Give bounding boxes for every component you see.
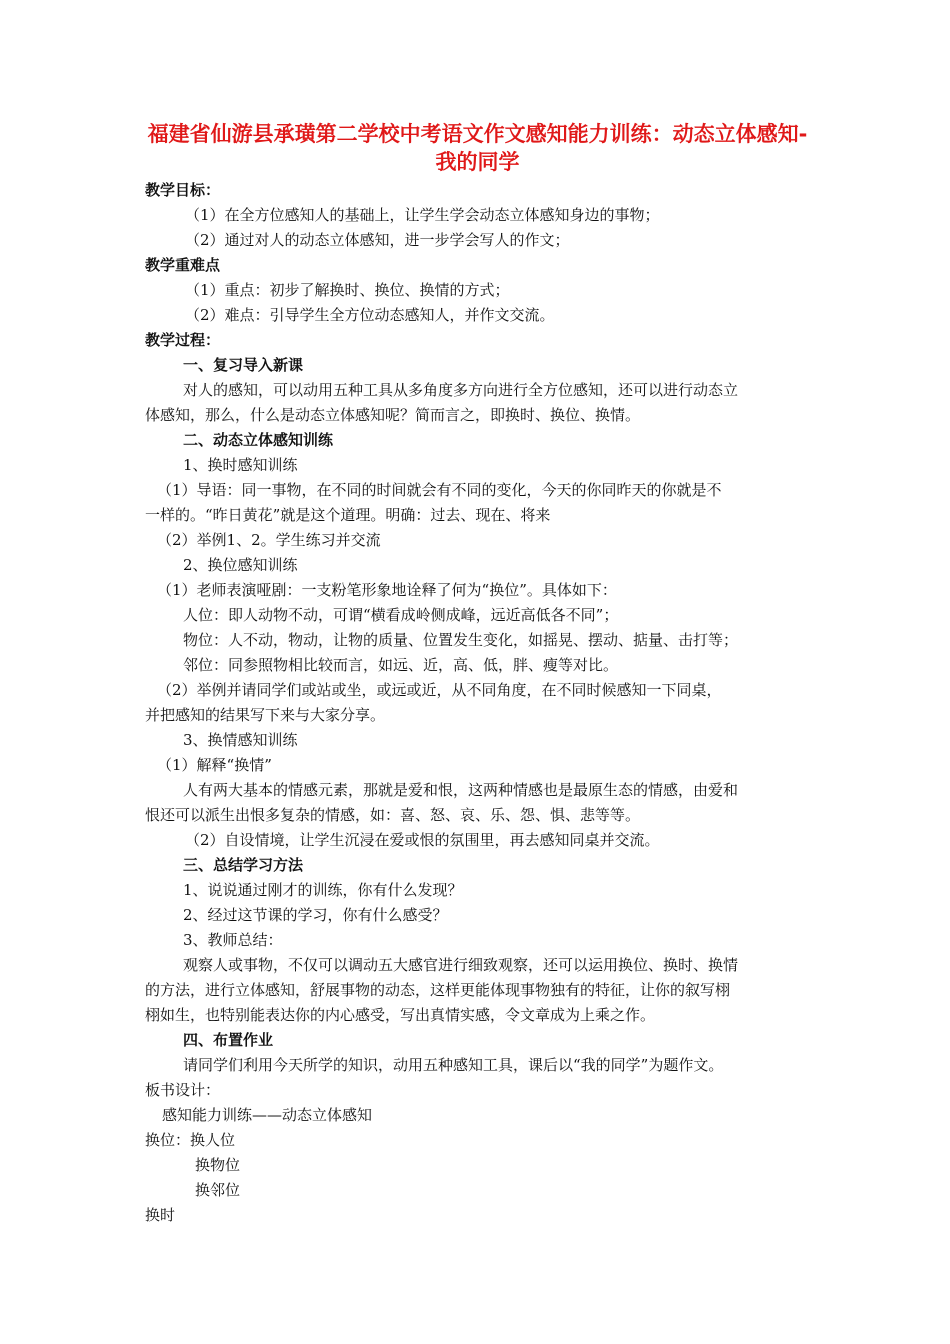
keypoints-heading: 教学重难点: [145, 256, 221, 274]
section-3-para-line-1: 观察人或事物，不仅可以调动五大感官进行细致观察，还可以运用换位、换时、换情: [183, 956, 739, 974]
board-swap-item-2: 换物位: [195, 1156, 241, 1174]
board-swap-label: 换位：换人位: [145, 1131, 236, 1149]
training-1-b: （2）举例1、2。学生练习并交流: [157, 531, 381, 549]
training-2-person: 人位：即人动物不动，可谓“横看成岭侧成峰，远近高低各不同”；: [183, 606, 619, 624]
board-title: 感知能力训练——动态立体感知: [162, 1106, 373, 1124]
section-3-para-line-3: 栩如生，也特别能表达你的内心感受，写出真情实感，令文章成为上乘之作。: [145, 1006, 656, 1024]
objective-item-2: （2）通过对人的动态立体感知，进一步学会写人的作文；: [185, 231, 570, 249]
process-heading: 教学过程：: [145, 331, 221, 349]
section-3-para-line-2: 的方法，进行立体感知，舒展事物的动态，这样更能体现事物独有的特征，让你的叙写栩: [145, 981, 731, 999]
training-3-a: （1）解释“换情”: [157, 756, 272, 774]
training-2-b-line-2: 并把感知的结果写下来与大家分享。: [145, 706, 386, 724]
section-1-para-line-1: 对人的感知，可以动用五种工具从多角度多方向进行全方位感知，还可以进行动态立: [183, 381, 739, 399]
keypoint-item-2: （2）难点：引导学生全方位动态感知人，并作文交流。: [185, 306, 555, 324]
section-4-para: 请同学们利用今天所学的知识，动用五种感知工具，课后以“我的同学”为题作文。: [183, 1056, 724, 1074]
training-3-para-line-1: 人有两大基本的情感元素，那就是爱和恨，这两种情感也是最原生态的情感，由爱和: [183, 781, 739, 799]
section-3-question-3: 3、教师总结：: [183, 931, 283, 949]
training-2-heading: 2、换位感知训练: [183, 556, 298, 574]
section-3-heading: 三、总结学习方法: [183, 856, 304, 874]
training-1-heading: 1、换时感知训练: [183, 456, 298, 474]
section-3-question-1: 1、说说通过刚才的训练，你有什么发现？: [183, 881, 463, 899]
training-1-a-line-2: 一样的。“昨日黄花”就是这个道理。明确：过去、现在、将来: [145, 506, 551, 524]
training-2-object: 物位：人不动，物动，让物的质量、位置发生变化，如摇晃、摆动、掂量、击打等；: [183, 631, 739, 649]
training-3-b: （2）自设情境，让学生沉浸在爱或恨的氛围里，再去感知同桌并交流。: [185, 831, 660, 849]
training-3-para-line-2: 恨还可以派生出恨多复杂的情感，如：喜、怒、哀、乐、怨、惧、悲等等。: [145, 806, 641, 824]
objective-item-1: （1）在全方位感知人的基础上，让学生学会动态立体感知身边的事物；: [185, 206, 660, 224]
section-1-heading: 一、复习导入新课: [183, 356, 304, 374]
section-1-para-line-2: 体感知，那么，什么是动态立体感知呢？简而言之，即换时、换位、换情。: [145, 406, 641, 424]
training-2-a: （1）老师表演哑剧：一支粉笔形象地诠释了何为“换位”。具体如下：: [157, 581, 617, 599]
board-heading: 板书设计：: [145, 1081, 221, 1099]
section-3-question-2: 2、经过这节课的学习，你有什么感受？: [183, 906, 448, 924]
training-1-a-line-1: （1）导语：同一事物，在不同的时间就会有不同的变化，今天的你同昨天的你就是不: [157, 481, 722, 499]
board-time: 换时: [145, 1206, 176, 1224]
training-2-b-line-1: （2）举例并请同学们或站或坐，或远或近，从不同角度，在不同时候感知一下同桌，: [157, 681, 722, 699]
board-swap-item-3: 换邻位: [195, 1181, 241, 1199]
training-3-heading: 3、换情感知训练: [183, 731, 298, 749]
objectives-heading: 教学目标：: [145, 181, 221, 199]
keypoint-item-1: （1）重点：初步了解换时、换位、换情的方式；: [185, 281, 510, 299]
document-title: 福建省仙游县承璜第二学校中考语文作文感知能力训练：动态立体感知-我的同学: [147, 122, 808, 174]
document-page: [145, 120, 810, 1228]
section-2-heading: 二、动态立体感知训练: [183, 431, 334, 449]
section-4-heading: 四、布置作业: [183, 1031, 274, 1049]
training-2-neighbor: 邻位：同参照物相比较而言，如远、近，高、低，胖、瘦等对比。: [183, 656, 619, 674]
